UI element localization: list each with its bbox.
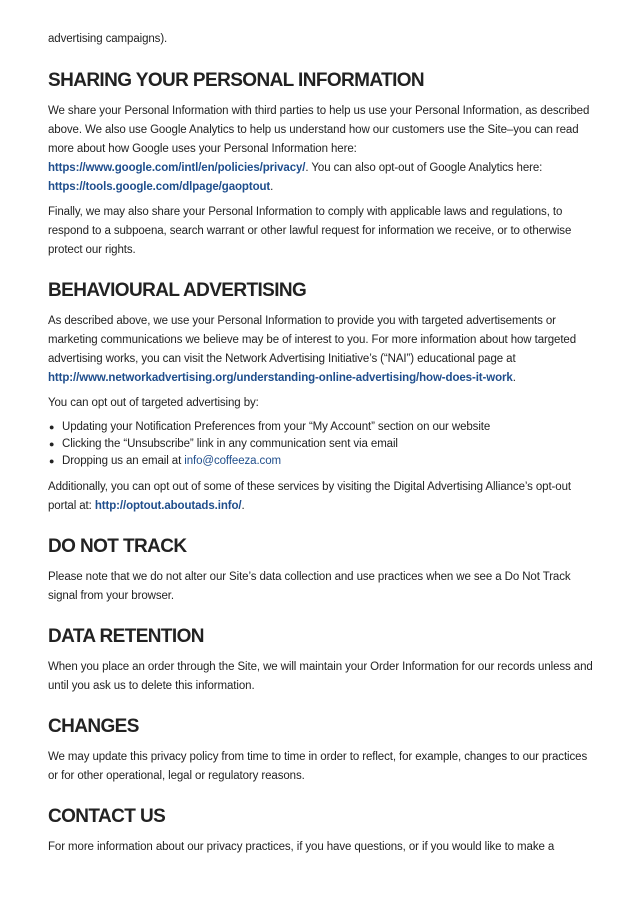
behavioural-paragraph-2: You can opt out of targeted advertising by: [48,397,259,409]
heading-behavioural: BEHAVIOURAL ADVERTISING [48,280,307,301]
do-not-track-paragraph: Please note that we do not alter our Site’s data collection and use practices when we see a Do Not Track signal from your browser. [48,571,571,602]
section-behavioural [48,280,638,516]
sharing-paragraph-1 [48,102,593,197]
heading-do-not-track: DO NOT TRACK [48,536,187,557]
aboutads-link[interactable]: http://optout.aboutads.info/ [94,500,242,512]
list-item-text: Clicking the “Unsubscribe” link in any communication sent via email [62,438,398,450]
behavioural-p1-text-a: As described above, we use your Personal Information to provide you with targeted advertisements or marketing communications we believe may be of interest to you. For more information about how targeted advertising works, you can visit the Network Advertising Initiative’s (“NAI”) educational page at [48,315,577,365]
bullet-icon: ● [49,439,55,449]
bullet-icon: ● [49,422,55,432]
sharing-p1-text-b: . You can also opt-out of Google Analytics here: [305,162,543,174]
section-do-not-track [48,536,638,606]
data-retention-paragraph: When you place an order through the Site, we will maintain your Order Information for our records unless and until you ask us to delete this information. [48,661,593,692]
nai-link[interactable]: http://www.networkadvertising.org/understanding-online-advertising/how-does-it-work [48,372,513,384]
google-optout-link[interactable]: https://tools.google.com/dlpage/gaoptout [48,181,271,193]
section-contact [48,806,638,857]
behavioural-paragraph-1 [48,312,593,388]
google-privacy-link[interactable]: https://www.google.com/intl/en/policies/privacy/ [48,162,306,174]
sharing-p1-text-c: . [270,181,274,193]
section-data-retention [48,626,638,696]
list-item [49,419,638,436]
sharing-paragraph-2: Finally, we may also share your Personal Information to comply with applicable laws and regulations, to respond to a subpoena, search warrant or other lawful request for information we receive, or to otherwise protect our rights. [48,206,572,256]
list-item-text: Dropping us an email at [62,455,185,467]
behavioural-paragraph-3 [48,478,593,516]
section-changes [48,716,638,786]
heading-contact: CONTACT US [48,806,166,827]
heading-sharing: SHARING YOUR PERSONAL INFORMATION [48,70,425,91]
behavioural-p1-text-b: . [512,372,516,384]
optout-list [48,419,638,470]
sharing-p1-text-a: We share your Personal Information with third parties to help us use your Personal Information, as described above. We also use Google Analytics to help us understand how our customers use the Site–you can read more about how Google uses your Personal Information here: [48,105,590,155]
email-link[interactable]: info@coffeeza.com [184,455,281,467]
changes-paragraph: We may update this privacy policy from time to time in order to reflect, for example, changes to our practices or for other operational, legal or regulatory reasons. [48,751,588,782]
bullet-icon: ● [49,456,55,466]
heading-changes: CHANGES [48,716,139,737]
heading-data-retention: DATA RETENTION [48,626,204,647]
list-item-text: Updating your Notification Preferences from your “My Account” section on our website [62,421,491,433]
contact-paragraph: For more information about our privacy practices, if you have questions, or if you would like to make a [48,841,555,853]
list-item [49,436,638,453]
intro-text: advertising campaigns). [48,33,168,45]
section-sharing [48,70,638,260]
behavioural-p3-text-a: Additionally, you can opt out of some of these services by visiting the Digital Advertising Alliance’s opt-out portal at: [48,481,571,512]
list-item [49,453,638,470]
behavioural-p3-text-b: . [241,500,245,512]
